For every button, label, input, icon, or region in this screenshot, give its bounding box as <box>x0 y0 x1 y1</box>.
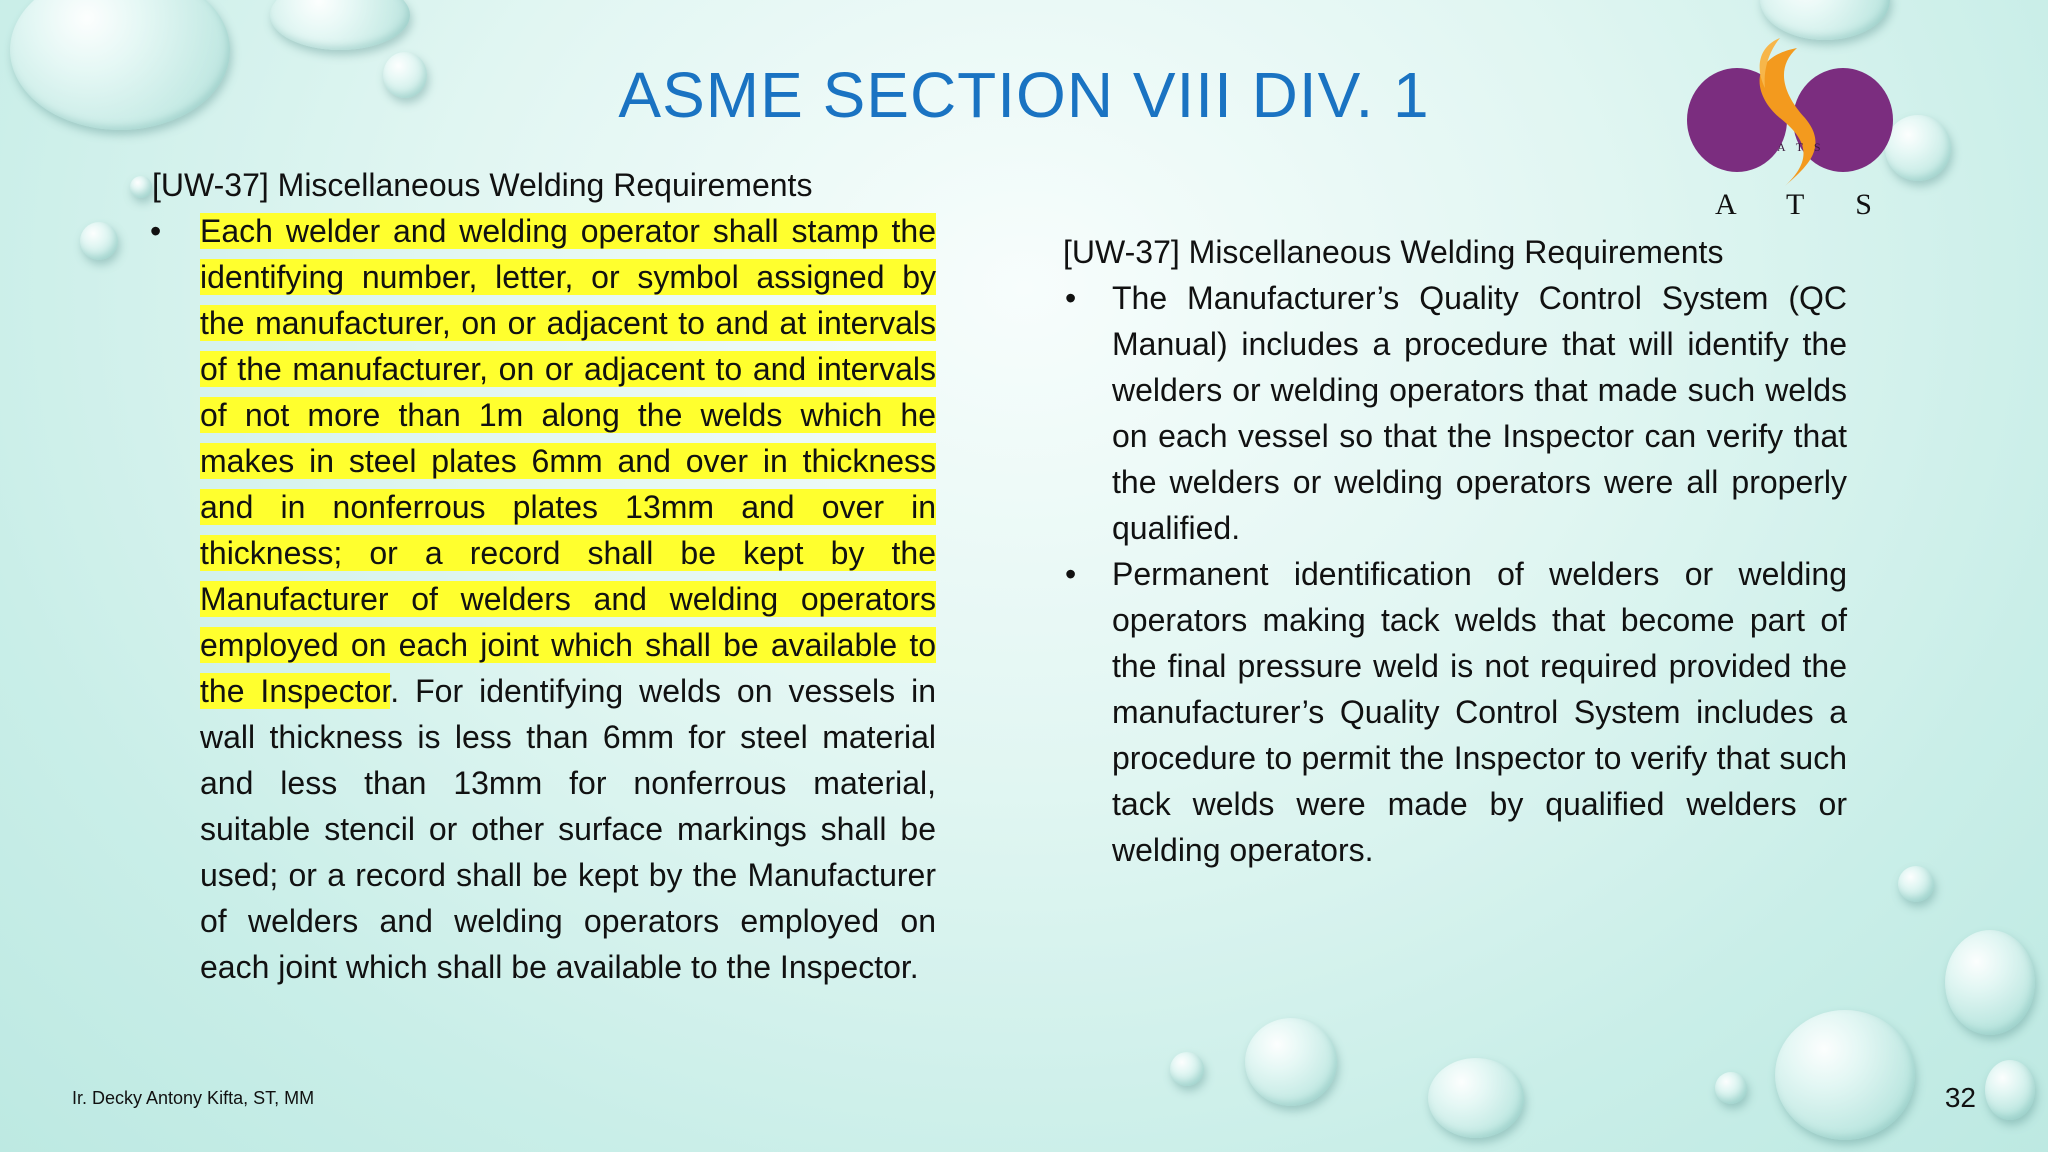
right-bullet-1-text: The Manufacturer’s Quality Control System (QC Manual) includes a procedure that will identify the welders or welding operators that made such welds on each vessel so that the Inspector can verify that the welders or welding operators were all properly qualified. <box>1112 280 1847 546</box>
slide-title: ASME SECTION VIII DIV. 1 <box>618 59 1430 131</box>
right-heading: [UW-37] Miscellaneous Welding Requirements <box>1063 234 1724 270</box>
water-drop <box>1985 1060 2035 1120</box>
water-drop <box>270 0 410 50</box>
water-drop <box>1760 0 1890 40</box>
left-column <box>152 162 936 990</box>
water-drop <box>1245 1018 1337 1106</box>
water-drop <box>1945 930 2035 1035</box>
water-drop <box>1775 1010 1915 1140</box>
water-drop <box>1170 1052 1204 1086</box>
left-heading: [UW-37] Miscellaneous Welding Requirements <box>152 167 813 203</box>
bullet-continuation: . For identifying welds on vessels in wall thickness is less than 6mm for steel material and less than 13mm for nonferrous material, suitable stencil or other surface markings shall be used; or a record shall be kept by the Manufacturer of welders and welding operators employed on each joint which shall be available to the Inspector. <box>200 673 937 985</box>
left-bullet <box>152 208 936 990</box>
water-drop <box>1428 1058 1524 1138</box>
logo-caption: A T S <box>1715 188 1894 221</box>
right-bullet-2-text: Permanent identification of welders or welding operators making tack welds that become part of the final pressure weld is not required provided the manufacturer’s Quality Control System includes a procedure to permit the Inspector to verify that such tack welds were made by qualified welders or welding operators. <box>1112 556 1847 868</box>
bullet-dot: • <box>1065 556 1077 592</box>
bullet-dot: • <box>150 213 162 249</box>
highlighted-text: Each welder and welding operator shall stamp the identifying number, letter, or symbol assigned by the manufacturer, on or adjacent to and at intervals of the manufacturer, on or adjacent to and intervals of not more than 1m along the welds which he makes in steel plates 6mm and over in thickness and in nonferrous plates 13mm and over in thickness; or a record shall be kept by the Manufacturer of welders and welding operators employed on each joint which shall be available to the Inspector <box>200 213 936 709</box>
logo-inner-text: A T S <box>1777 140 1825 154</box>
water-drop <box>1715 1072 1747 1104</box>
footer-author: Ir. Decky Antony Kifta, ST, MM <box>72 1088 315 1108</box>
page-number: 32 <box>1944 1082 1976 1113</box>
water-drop <box>80 222 118 260</box>
right-bullet-1 <box>1063 275 1847 551</box>
water-drop <box>1898 866 1934 902</box>
left-bullet-text <box>200 208 936 990</box>
bullet-dot: • <box>1065 280 1077 316</box>
water-drop <box>130 176 152 198</box>
right-bullet-2 <box>1063 551 1847 873</box>
right-column <box>1063 229 1847 873</box>
